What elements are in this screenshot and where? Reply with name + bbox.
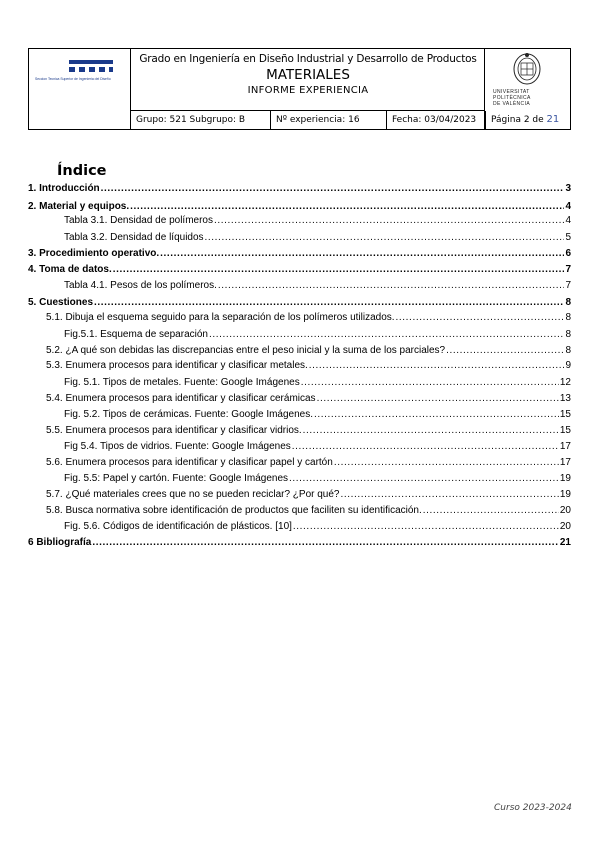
toc-entry[interactable] [28,248,571,265]
toc-entry-page: 8 [565,312,571,323]
toc-entry-text: 6 Bibliografía [28,537,92,548]
toc-entry-text: 1. Introducción [28,183,100,194]
university-logo-text: UNIVERSITAT POLITÈCNICA DE VALÈNCIA [493,89,531,107]
toc-entry[interactable] [64,232,571,249]
toc-entry-page: 20 [559,521,571,532]
toc-entry[interactable] [46,312,571,329]
school-logo-icon [29,49,129,129]
toc-entry-page: 17 [559,457,571,468]
toc-entry[interactable] [28,264,571,281]
toc-entry-text: 5.6. Enumera procesos para identificar y clasificar papel y cartón [46,457,333,468]
subject-name: MATERIALES [266,67,350,83]
toc-entry-page: 4 [565,215,571,226]
toc-entry-text: 5.8. Busca normativa sobre identificación de productos que faciliten su identificación. [46,505,422,516]
toc-entry-text: Tabla 3.2. Densidad de líquidos [64,232,204,243]
toc-entry-text: Fig 5.4. Tipos de vidrios. Fuente: Google Imágenes [64,441,291,452]
toc-entry[interactable] [64,377,571,394]
experiment-field: Nº experiencia: 16 [271,111,387,129]
toc-heading: Índice [57,163,107,179]
date-field: Fecha: 03/04/2023 [392,115,477,125]
toc-entry-page: 8 [565,329,571,340]
page-field [485,111,570,129]
toc-entry-text: 4. Toma de datos. [28,264,112,275]
toc-entry-page: 20 [559,505,571,516]
school-logo-text: Seccion Tecnica Superior de Ingenieria del Diseño [35,77,111,81]
toc-entry-page: 12 [559,377,571,388]
toc-entry[interactable] [46,393,571,410]
toc-entry[interactable] [64,329,571,346]
toc-entry-text: Fig. 5.1. Tipos de metales. Fuente: Google Imágenes [64,377,300,388]
toc-entry-text: Fig. 5.2. Tipos de cerámicas. Fuente: Google Imágenes. [64,409,314,420]
toc-entry[interactable] [64,441,571,458]
toc-entry-page: 21 [559,537,571,548]
toc-entry-page: 3 [565,183,571,194]
toc-entry-text: 5.7. ¿Qué materiales crees que no se pueden reciclar? ¿Por qué? [46,489,340,500]
toc-entry-page: 9 [565,360,571,371]
toc-entry-text: Tabla 3.1. Densidad de polímeros [64,215,213,226]
toc-entry-page: 19 [559,473,571,484]
toc-entry[interactable] [28,183,571,200]
toc-entry-text: 3. Procedimiento operativo. [28,248,160,259]
toc-entry-text: Fig. 5.5: Papel y cartón. Fuente: Google Imágenes [64,473,289,484]
toc-entry[interactable] [46,360,571,377]
toc-entry[interactable] [46,425,571,442]
toc-entry[interactable] [64,409,571,426]
toc-entry-page: 7 [565,280,571,291]
toc-entry-page: 15 [559,409,571,420]
toc-entry-page: 8 [565,297,571,308]
toc-entry-page: 6 [565,248,571,259]
toc-entry-page: 17 [559,441,571,452]
toc-entry-text: 5.1. Dibuja el esquema seguido para la separación de los polímeros utilizados. [46,312,395,323]
toc-entry-text: 5.4. Enumera procesos para identificar y clasificar cerámicas [46,393,316,404]
toc-entry-text: 5.5. Enumera procesos para identificar y clasificar vidrios. [46,425,302,436]
report-type: INFORME EXPERIENCIA [247,85,369,96]
page-total: 21 [546,114,560,125]
title-block [131,49,485,111]
toc-entry-text: Tabla 4.1. Pesos de los polímeros. [64,280,217,291]
page-label: Página 2 de [491,115,544,125]
toc-entry-text: 2. Material y equipos. [28,201,130,212]
toc-entry-text: 5.2. ¿A qué son debidas las discrepancias entre el peso inicial y la suma de los parciales? [46,345,446,356]
degree-name: Grado en Ingeniería en Diseño Industrial y Desarrollo de Productos [139,53,477,65]
toc-entry-text: 5. Cuestiones [28,297,94,308]
page-footer: Curso 2023-2024 [494,803,572,813]
toc-entry-page: 13 [559,393,571,404]
toc-entry[interactable] [46,457,571,474]
toc-entry[interactable] [64,280,571,297]
toc-entry[interactable] [46,489,571,506]
toc-entry-page: 7 [565,264,571,275]
toc-entry-text: Fig. 5.6. Códigos de identificación de plásticos. [10] [64,521,292,532]
toc-entry[interactable] [64,473,571,490]
toc-entry[interactable] [28,537,571,554]
toc-entry[interactable] [64,215,571,232]
document-header [28,48,571,130]
toc-entry[interactable] [64,521,571,538]
toc-entry[interactable] [46,505,571,522]
toc-entry-page: 15 [559,425,571,436]
group-field: Grupo: 521 Subgrupo: B [131,111,271,129]
school-logo [29,49,131,129]
toc-entry-text: Fig.5.1. Esquema de separación [64,329,208,340]
toc-entry-page: 8 [565,345,571,356]
toc-entry-page: 19 [559,489,571,500]
toc-entry-page: 5 [565,232,571,243]
toc-entry-text: 5.3. Enumera procesos para identificar y clasificar metales. [46,360,308,371]
toc-entry-page: 4 [565,201,571,212]
